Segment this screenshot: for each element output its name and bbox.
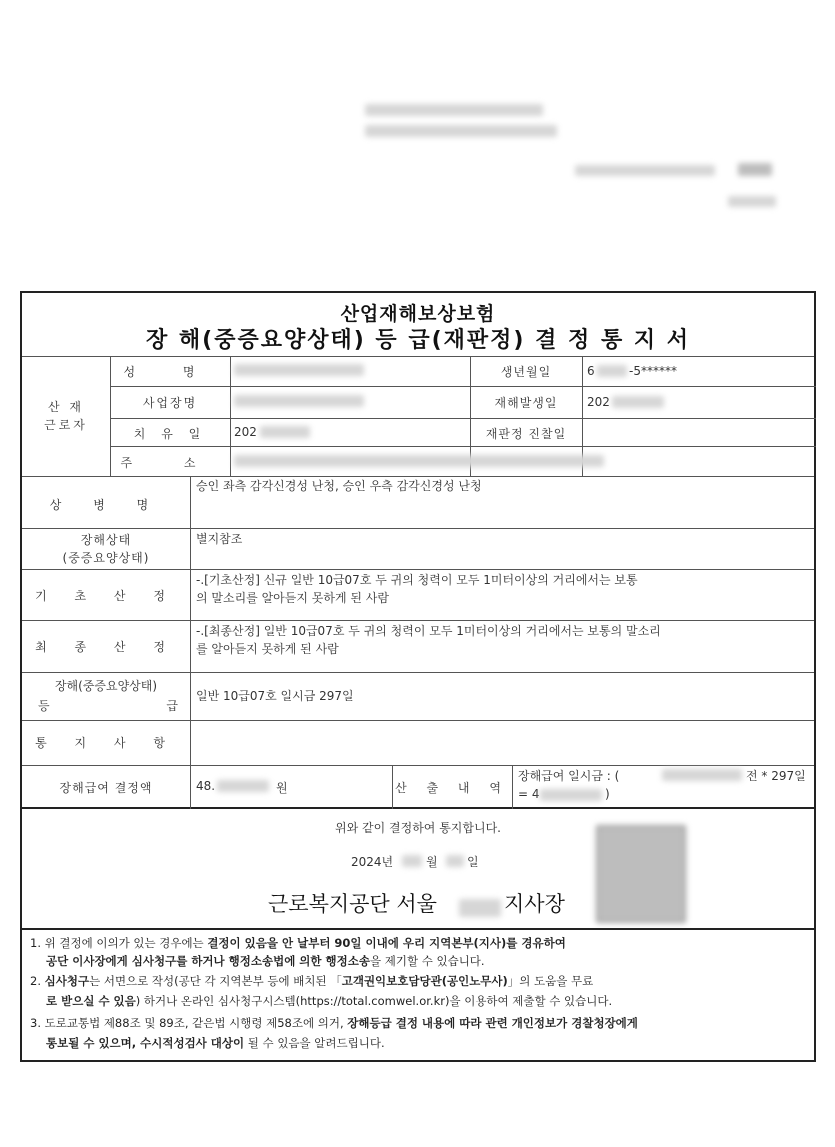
note-1a: 1. 위 결정에 이의가 있는 경우에는 [30, 936, 208, 950]
redacted-month [402, 855, 422, 867]
note-2d: 고객권익보호담당관(공인노무사) [341, 974, 508, 988]
redacted-company [234, 395, 364, 407]
note-1-line2 [46, 952, 485, 970]
birth-prefix: 6 [587, 364, 595, 378]
note-2-line2 [46, 992, 612, 1010]
cure-date-label: 치 유 일 [133, 427, 207, 441]
note-3-line2 [46, 1034, 385, 1052]
note-2a: 2. [30, 974, 45, 988]
note-3a: 3. 도로교통법 제88조 및 89조, 같은법 시행령 제58조에 의거, [30, 1016, 348, 1030]
final-value-2: 를 알아듣지 못하게 된 사람 [196, 642, 339, 656]
redacted-address [234, 455, 604, 467]
status-label-2: (중증요양상태) [62, 551, 150, 565]
redacted-seal [596, 825, 686, 923]
note-3c: 통보될 수 있으며, 수시적성검사 대상이 [46, 1036, 245, 1050]
redacted-branch [459, 899, 501, 917]
note-2c: 는 서면으로 작성(공단 각 지역본부 등에 배치된 「 [89, 974, 342, 988]
company-label: 사업장명 [142, 396, 198, 410]
redacted-birth [597, 365, 627, 377]
note-3d: 될 수 있음을 알려드립니다. [244, 1036, 385, 1050]
redacted-amount [217, 780, 269, 792]
amount-unit: 원 [276, 781, 288, 795]
status-label-1: 장해상태 [80, 533, 132, 547]
note-2b: 심사청구 [44, 974, 90, 988]
note-1b: 결정이 있음을 안 날부터 90일 이내에 우리 지역본부(지사)를 경유하여 [207, 936, 566, 950]
redacted-accident-date [612, 396, 664, 408]
grade-value: 일반 10급07호 일시금 297일 [196, 689, 354, 703]
disease-value: 승인 좌측 감각신경성 난청, 승인 우측 감각신경성 난청 [196, 479, 482, 493]
decision-form [20, 291, 816, 809]
amount-prefix: 48. [196, 779, 216, 793]
amount-label: 장해급여 결정액 [59, 781, 153, 795]
note-1d: 을 제기할 수 있습니다. [369, 954, 485, 968]
note-3-line1 [30, 1014, 638, 1032]
calc-value-1a: 장해급여 일시금 : ( [518, 769, 620, 783]
base-value-2: 의 말소리를 알아듣지 못하게 된 사람 [196, 591, 389, 605]
disease-label: 상 병 명 [49, 498, 163, 512]
note-3b: 장해등급 결정 내용에 따라 관련 개인정보가 경찰청장에게 [347, 1016, 638, 1030]
note-2e: 」의 도움을 무료 [507, 974, 594, 988]
final-label: 최 종 산 정 [35, 640, 177, 654]
accident-date-value: 202 [587, 395, 610, 409]
accident-date-label: 재해발생일 [494, 396, 558, 410]
redacted-calc-2 [540, 789, 602, 801]
grade-label-2: 등 급 [38, 699, 178, 713]
calc-value-1b: 전 * 297일 [746, 769, 806, 783]
status-value: 별지참조 [196, 532, 243, 546]
calc-label: 산 출 내 역 [395, 781, 509, 795]
name-label: 성 명 [123, 365, 217, 379]
redacted-day [446, 855, 464, 867]
note-1-line1 [30, 934, 566, 952]
form-title-line2: 장 해(중증요양상태) 등 급(재판정) 결 정 통 지 서 [145, 328, 691, 353]
issuance-block [20, 809, 816, 930]
issuer-suffix: 지사장 [504, 892, 565, 916]
base-label: 기 초 산 정 [35, 589, 177, 603]
final-value-1: -.[최종산정] 일반 10급07호 두 귀의 청력이 모두 1미터이상의 거리에서는 보통의 말소리 [196, 624, 661, 638]
notice-label: 통 지 사 항 [35, 736, 177, 750]
birth-label: 생년월일 [500, 365, 552, 379]
note-1c: 공단 이사장에게 심사청구를 하거나 행정소송법에 의한 행정소송 [46, 954, 370, 968]
redacted-calc-1 [662, 769, 742, 781]
calc-value-2a: = 4 [518, 787, 540, 801]
worker-group-label: 산 재 근로자 [44, 400, 88, 432]
base-value-1: -.[기초산정] 신규 일반 10급07호 두 귀의 청력이 모두 1미터이상의 거리에서는 보통 [196, 573, 638, 587]
address-label: 주 소 [120, 456, 220, 470]
form-title-line1: 산업재해보상보험 [340, 303, 496, 325]
issuer-prefix: 근로복지공단 서울 [268, 892, 437, 916]
reexam-label: 재판정 진찰일 [485, 427, 567, 441]
redacted-cure-date [260, 426, 310, 438]
date-year: 2024년 [351, 855, 394, 869]
decision-message: 위와 같이 결정하여 통지합니다. [335, 821, 501, 835]
footer-notes [20, 930, 816, 1062]
cure-date-value: 202 [234, 425, 257, 439]
note-2f: 로 받으실 수 있음 [46, 994, 136, 1008]
note-2g: ) 하거나 온라인 심사청구시스템(https://total.comwel.or.kr)을 이용하여 제출할 수 있습니다. [135, 994, 613, 1008]
redacted-name [234, 364, 364, 376]
grade-label-1: 장해(중증요양상태) [54, 679, 158, 693]
date-month: 월 [426, 855, 438, 869]
date-day: 일 [467, 855, 479, 869]
note-2-line1 [30, 972, 593, 990]
birth-suffix: -5****** [629, 364, 677, 378]
calc-value-2b: ) [605, 787, 610, 801]
